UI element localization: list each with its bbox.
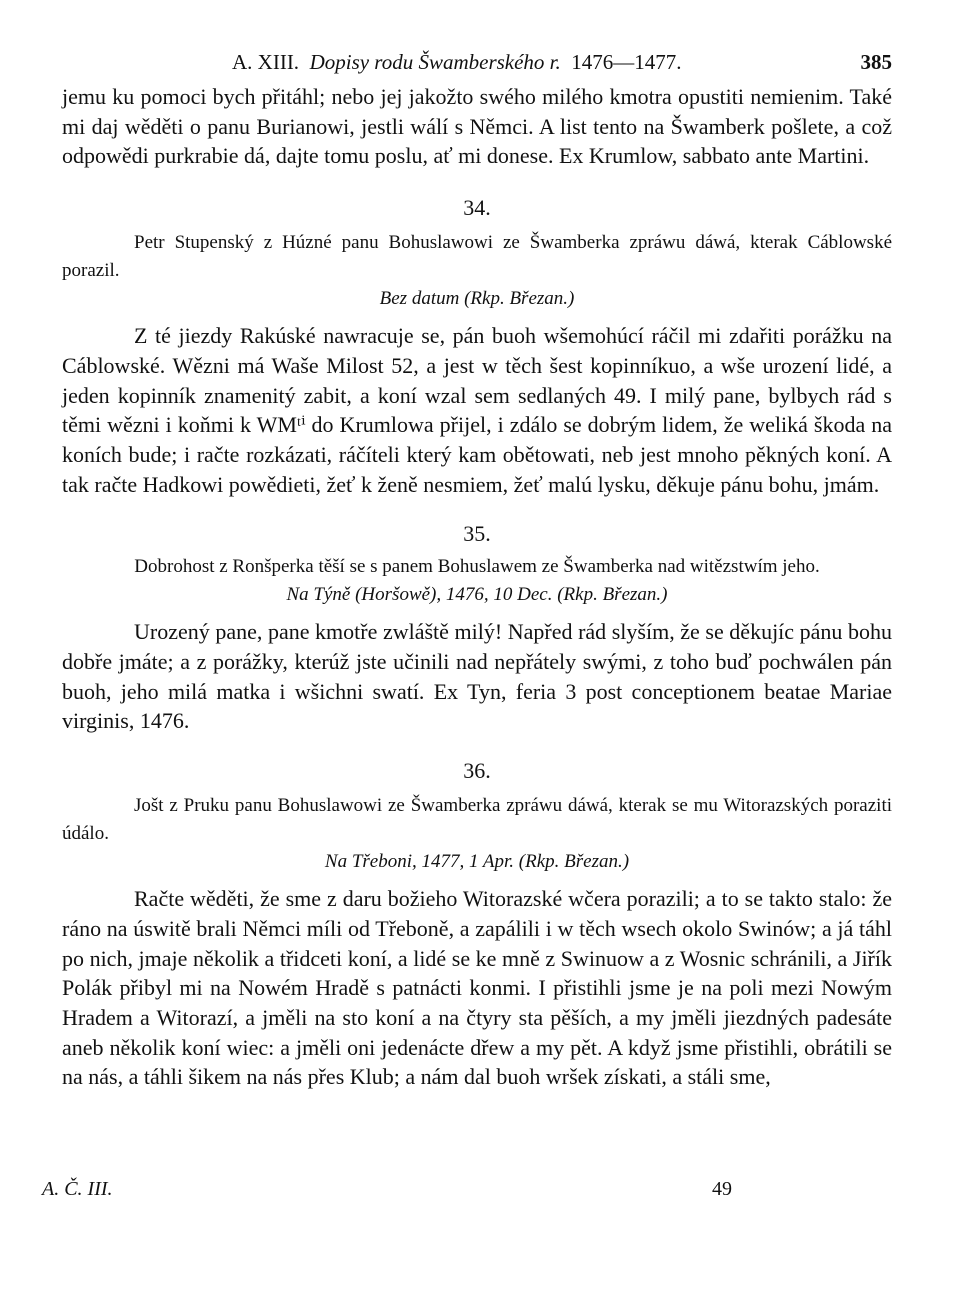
running-header [62, 50, 892, 82]
letter-summary: Dobrohost z Ronšperka těší se s panem Bohuslawem ze Šwamberka nad witězstwím jeho. [134, 556, 820, 578]
letter-text: Z té jiezdy Rakúské nawracuje se, pán buoh wšemohúcí ráčil mi zdařiti porážku na Cáblowské. Wězni má Waše Milost 52, a jest w těch šest kopinníkuo, a wše urození lidé, a jeden kopinník znamenitý zabit, a koní wzal sem sedlaných 49. I milý pane, bylbych rád s těmi wězni i koňmi k WMᵗⁱ do Krumlowa přijel, i zdálo se dobrým lidem, že weliká škoda na koních bude; i račte rozkázati, ráčíteli který kam obětowati, neb jest mnoho pěkných koní. A tak račte Hadkowi powědieti, žeť k ženě nesmiem, žeť malú lysku, děkuje pánu bohu, jmám. [62, 323, 892, 497]
letter-dateline: Bez datum (Rkp. Březan.) [379, 288, 575, 310]
page-number: 385 [860, 50, 892, 74]
sheet-number: 49 [712, 1178, 732, 1200]
letter-text: Urozený pane, pane kmotře zwláště milý! Napřed rád slyším, že se děkujíc pánu bohu dobře jmáte; a z porážky, kterúž jste učinili nad nepřátely swými, z toho buď pochwálen pán buoh, jeho milá matka i wšichni swatí. Ex Tyn, feria 3 post conceptionem beatae Mariae virginis, 1476. [62, 619, 892, 734]
letter-dateline: Na Týně (Horšowě), 1476, 10 Dec. (Rkp. Březan.) [286, 584, 668, 606]
letter-number: 36. [463, 758, 491, 784]
page [62, 50, 892, 1092]
book-title: Dopisy rodu Šwamberského r. [309, 50, 561, 74]
continuation-paragraph: jemu ku pomoci bych přitáhl; nebo jej jakožto swého milého kmotra opustiti nemienim. Také mi daj wěděti o panu Burianowi, jestli wálí s Němci. A list tento na Šwamberk pošlete, a což odpowědi purkrabie dá, dajte tomu poslu, ať mi donese. Ex Krumlow, sabbato ante Martini. [62, 84, 892, 169]
letter-summary: Petr Stupenský z Húzné panu Bohuslawowi ze Šwamberka zpráwu dáwá, kterak Cáblowské porazil. [62, 232, 892, 282]
letter-number: 34. [463, 195, 491, 221]
letter-text: Račte wěděti, že sme z daru božieho Witorazské wčera porazili; a to se takto stalo: že ráno na úswitě brali Němci míli od Třeboně, a zapálili i w těch wsech okolo Swinów; a já táhl po nich, jmaje několik a třidceti koní, a lidé se ke mně z Swinuow a z Wosnic schránili, a Jiřík Polák přibyl mi na Nowém Hradě s patnácti konmi. I přistihli jsme je na poli mezi Nowým Hradem a Witorazí, a jměli na sto koní a na čtyry sta pěších, a my jměli jiezdných padesáte aneb několik koní wiec: a jměli oni jedenácte dřew a my pět. A když jsme přistihli, obrátili se na nás, a táhli šikem na nás přes Klub; a nám dal buoh wršek získati, a stáli sme, [62, 886, 892, 1090]
year-range: 1476—1477. [571, 50, 682, 74]
signature-mark: A. Č. III. [42, 1178, 113, 1200]
letter-dateline: Na Třeboni, 1477, 1 Apr. (Rkp. Březan.) [324, 851, 630, 873]
volume-label: A. XIII. [232, 50, 300, 74]
letter-number: 35. [463, 521, 491, 547]
letter-summary: Jošt z Pruku panu Bohuslawowi ze Šwamberka zpráwu dáwá, kterak se mu Witorazských poraziti údálo. [62, 795, 892, 845]
running-title [232, 50, 682, 75]
